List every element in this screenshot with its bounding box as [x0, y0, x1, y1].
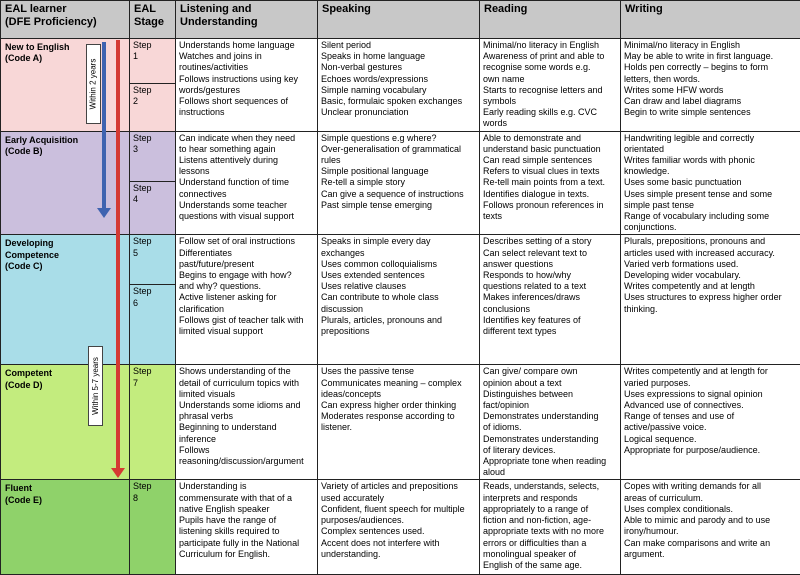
- cell-text-line: Confident, fluent speech for multiple: [321, 504, 476, 515]
- cell-text-line: Re-tell a simple story: [321, 177, 476, 188]
- cell-text-line: Able to demonstrate and: [483, 133, 617, 144]
- cell-text-line: reasoning/discussion/argument: [179, 456, 314, 467]
- cell-text-line: commensurate with that of a: [179, 493, 314, 504]
- cell-text-line: Uses relative clauses: [321, 281, 476, 292]
- cell-text-line: recognise some words e.g.: [483, 62, 617, 73]
- cell-text-line: knowledge.: [624, 166, 797, 177]
- listening-cell: [176, 39, 318, 132]
- cell-text-line: Appropriate tone when reading: [483, 456, 617, 467]
- cell-text-line: Writes competently and at length for: [624, 366, 797, 377]
- cell-text-line: monolingual speaker of: [483, 549, 617, 560]
- cell-text-line: Varied verb formations used.: [624, 259, 797, 270]
- cell-text-line: Can make comparisons and write an: [624, 538, 797, 549]
- step-cell: Step 3: [130, 131, 176, 182]
- reading-cell: [480, 235, 621, 365]
- cell-text-line: Identifies key features of: [483, 315, 617, 326]
- level-fluent: Fluent (Code E): [1, 480, 130, 575]
- cell-text-line: Follows: [179, 445, 314, 456]
- cell-text-line: Simple naming vocabulary: [321, 85, 476, 96]
- cell-text-line: purposes/audiences.: [321, 515, 476, 526]
- cell-text-line: lessons: [179, 166, 314, 177]
- cell-text-line: Can give/ compare own: [483, 366, 617, 377]
- cell-text-line: Begins to engage with how?: [179, 270, 314, 281]
- cell-text-line: Uses the passive tense: [321, 366, 476, 377]
- cell-text-line: understand basic punctuation: [483, 144, 617, 155]
- table-row: [1, 480, 800, 575]
- cell-text-line: active/passive voice.: [624, 422, 797, 433]
- cell-text-line: Writes some HFW words: [624, 85, 797, 96]
- cell-text-line: Range of tenses and use of: [624, 411, 797, 422]
- cell-text-line: phrasal verbs: [179, 411, 314, 422]
- cell-text-line: rules: [321, 155, 476, 166]
- cell-text-line: detail of curriculum topics with: [179, 378, 314, 389]
- cell-text-line: Holds pen correctly – begins to form: [624, 62, 797, 73]
- cell-text-line: Awareness of print and able to: [483, 51, 617, 62]
- cell-text-line: Over-generalisation of grammatical: [321, 144, 476, 155]
- cell-text-line: appropriate texts with no more: [483, 526, 617, 537]
- cell-text-line: interprets and responds: [483, 493, 617, 504]
- header-reading: Reading: [480, 1, 621, 39]
- cell-text-line: argument.: [624, 549, 797, 560]
- cell-text-line: Differentiates: [179, 248, 314, 259]
- cell-text-line: varied purposes.: [624, 378, 797, 389]
- cell-text-line: Beginning to understand: [179, 422, 314, 433]
- cell-text-line: Can indicate when they need: [179, 133, 314, 144]
- cell-text-line: areas of curriculum.: [624, 493, 797, 504]
- cell-text-line: Demonstrates understanding: [483, 434, 617, 445]
- cell-text-line: Refers to visual clues in texts: [483, 166, 617, 177]
- cell-text-line: conclusions: [483, 304, 617, 315]
- cell-text-line: to hear something again: [179, 144, 314, 155]
- cell-text-line: Minimal/no literacy in English: [483, 40, 617, 51]
- speaking-cell: [318, 39, 480, 132]
- cell-text-line: Listens attentively during: [179, 155, 314, 166]
- cell-text-line: thinking.: [624, 304, 797, 315]
- cell-text-line: Follow set of oral instructions: [179, 236, 314, 247]
- cell-text-line: own name: [483, 74, 617, 85]
- cell-text-line: Shows understanding of the: [179, 366, 314, 377]
- cell-text-line: Moderates response according to: [321, 411, 476, 422]
- red-arrow-shaft: [116, 40, 120, 472]
- cell-text-line: Follows instructions using key: [179, 74, 314, 85]
- cell-text-line: Past simple tense emerging: [321, 200, 476, 211]
- cell-text-line: listener.: [321, 422, 476, 433]
- writing-cell: [621, 39, 800, 132]
- cell-text-line: Describes setting of a story: [483, 236, 617, 247]
- cell-text-line: Copes with writing demands for all: [624, 481, 797, 492]
- cell-text-line: answer questions: [483, 259, 617, 270]
- cell-text-line: letters, then words.: [624, 74, 797, 85]
- cell-text-line: Demonstrates understanding: [483, 411, 617, 422]
- listening-cell: [176, 365, 318, 480]
- step-cell: Step 8: [130, 480, 176, 575]
- step-cell: Step 5: [130, 235, 176, 285]
- writing-cell: [621, 365, 800, 480]
- cell-text-line: words: [483, 118, 617, 129]
- speaking-cell: [318, 235, 480, 365]
- listening-cell: [176, 131, 318, 235]
- cell-text-line: Understands home language: [179, 40, 314, 51]
- table-row: [1, 235, 800, 285]
- cell-text-line: words/gestures: [179, 85, 314, 96]
- cell-text-line: Distinguishes between: [483, 389, 617, 400]
- cell-text-line: Basic, formulaic spoken exchanges: [321, 96, 476, 107]
- cell-text-line: limited visual support: [179, 326, 314, 337]
- cell-text-line: Echoes words/expressions: [321, 74, 476, 85]
- cell-text-line: aloud: [483, 467, 617, 478]
- header-row: [1, 1, 800, 39]
- writing-cell: [621, 131, 800, 235]
- cell-text-line: Unclear pronunciation: [321, 107, 476, 118]
- cell-text-line: Developing wider vocabulary.: [624, 270, 797, 281]
- cell-text-line: May be able to write in first language.: [624, 51, 797, 62]
- cell-text-line: errors or difficulties than a: [483, 538, 617, 549]
- cell-text-line: Complex sentences used.: [321, 526, 476, 537]
- cell-text-line: inference: [179, 434, 314, 445]
- cell-text-line: Starts to recognise letters and: [483, 85, 617, 96]
- within-5-7-years-label: Within 5-7 years: [88, 346, 103, 426]
- cell-text-line: Uses structures to express higher order: [624, 292, 797, 303]
- speaking-cell: [318, 131, 480, 235]
- cell-text-line: ideas/concepts: [321, 389, 476, 400]
- cell-text-line: routines/activities: [179, 62, 314, 73]
- cell-text-line: irony/humour.: [624, 526, 797, 537]
- cell-text-line: Uses complex conditionals.: [624, 504, 797, 515]
- cell-text-line: native English speaker: [179, 504, 314, 515]
- cell-text-line: Makes inferences/draws: [483, 292, 617, 303]
- cell-text-line: instructions: [179, 107, 314, 118]
- red-arrow-down-icon: [111, 468, 125, 478]
- cell-text-line: Uses extended sentences: [321, 270, 476, 281]
- cell-text-line: Can select relevant text to: [483, 248, 617, 259]
- listening-cell: [176, 480, 318, 575]
- cell-text-line: Understands some teacher: [179, 200, 314, 211]
- cell-text-line: past/future/present: [179, 259, 314, 270]
- cell-text-line: Can contribute to whole class: [321, 292, 476, 303]
- cell-text-line: Simple questions e.g where?: [321, 133, 476, 144]
- cell-text-line: appropriately to a range of: [483, 504, 617, 515]
- cell-text-line: Communicates meaning – complex: [321, 378, 476, 389]
- cell-text-line: Follows short sequences of: [179, 96, 314, 107]
- reading-cell: [480, 131, 621, 235]
- cell-text-line: symbols: [483, 96, 617, 107]
- cell-text-line: Responds to how/why: [483, 270, 617, 281]
- cell-text-line: Re-tell main points from a text.: [483, 177, 617, 188]
- cell-text-line: Curriculum for English.: [179, 549, 314, 560]
- cell-text-line: Accent does not interfere with: [321, 538, 476, 549]
- cell-text-line: English of the same age.: [483, 560, 617, 571]
- table-row: [1, 365, 800, 480]
- cell-text-line: conjunctions.: [624, 222, 797, 233]
- step-cell: Step 6: [130, 285, 176, 365]
- cell-text-line: and why? questions.: [179, 281, 314, 292]
- cell-text-line: Can give a sequence of instructions: [321, 189, 476, 200]
- cell-text-line: clarification: [179, 304, 314, 315]
- cell-text-line: Uses some basic punctuation: [624, 177, 797, 188]
- step-cell: Step 7: [130, 365, 176, 480]
- cell-text-line: Advanced use of connectives.: [624, 400, 797, 411]
- cell-text-line: simple past tense: [624, 200, 797, 211]
- cell-text-line: articles used with increased accuracy.: [624, 248, 797, 259]
- cell-text-line: Pupils have the range of: [179, 515, 314, 526]
- level-competent: Competent (Code D): [1, 365, 130, 480]
- cell-text-line: orientated: [624, 144, 797, 155]
- cell-text-line: Non-verbal gestures: [321, 62, 476, 73]
- table-row: [1, 39, 800, 84]
- cell-text-line: Can read simple sentences: [483, 155, 617, 166]
- reading-cell: [480, 480, 621, 575]
- cell-text-line: Appropriate for purpose/audience.: [624, 445, 797, 456]
- cell-text-line: Understanding is: [179, 481, 314, 492]
- level-developing-competence: Developing Competence (Code C): [1, 235, 130, 365]
- cell-text-line: texts: [483, 211, 617, 222]
- cell-text-line: of idioms.: [483, 422, 617, 433]
- cell-text-line: Identifies dialogue in texts.: [483, 189, 617, 200]
- cell-text-line: Writes familiar words with phonic: [624, 155, 797, 166]
- reading-cell: [480, 39, 621, 132]
- cell-text-line: Uses expressions to signal opinion: [624, 389, 797, 400]
- cell-text-line: of literary devices.: [483, 445, 617, 456]
- cell-text-line: Writes competently and at length: [624, 281, 797, 292]
- cell-text-line: Plurals, articles, pronouns and: [321, 315, 476, 326]
- cell-text-line: Variety of articles and prepositions: [321, 481, 476, 492]
- header-writing: Writing: [621, 1, 800, 39]
- cell-text-line: Understands some idioms and: [179, 400, 314, 411]
- step-cell: Step 2: [130, 84, 176, 131]
- cell-text-line: exchanges: [321, 248, 476, 259]
- writing-cell: [621, 235, 800, 365]
- cell-text-line: Watches and joins in: [179, 51, 314, 62]
- cell-text-line: Can draw and label diagrams: [624, 96, 797, 107]
- cell-text-line: Simple positional language: [321, 166, 476, 177]
- cell-text-line: prepositions: [321, 326, 476, 337]
- cell-text-line: fact/opinion: [483, 400, 617, 411]
- cell-text-line: different text types: [483, 326, 617, 337]
- writing-cell: [621, 480, 800, 575]
- speaking-cell: [318, 365, 480, 480]
- cell-text-line: connectives: [179, 189, 314, 200]
- cell-text-line: questions with visual support: [179, 211, 314, 222]
- header-stage: EAL Stage: [130, 1, 176, 39]
- reading-cell: [480, 365, 621, 480]
- blue-arrow-shaft: [102, 42, 106, 212]
- cell-text-line: fiction and non-fiction, age-: [483, 515, 617, 526]
- cell-text-line: Handwriting legible and correctly: [624, 133, 797, 144]
- step-cell: Step 1: [130, 39, 176, 84]
- cell-text-line: Uses simple present tense and some: [624, 189, 797, 200]
- cell-text-line: Range of vocabulary including some: [624, 211, 797, 222]
- cell-text-line: Follows pronoun references in: [483, 200, 617, 211]
- cell-text-line: understanding.: [321, 549, 476, 560]
- cell-text-line: Follows gist of teacher talk with: [179, 315, 314, 326]
- within-2-years-label: Within 2 years: [86, 44, 101, 124]
- cell-text-line: Speaks in simple every day: [321, 236, 476, 247]
- level-new-to-english: New to English (Code A): [1, 39, 130, 132]
- cell-text-line: Minimal/no literacy in English: [624, 40, 797, 51]
- cell-text-line: discussion: [321, 304, 476, 315]
- cell-text-line: Begin to write simple sentences: [624, 107, 797, 118]
- cell-text-line: Active listener asking for: [179, 292, 314, 303]
- cell-text-line: Speaks in home language: [321, 51, 476, 62]
- cell-text-line: listening skills required to: [179, 526, 314, 537]
- cell-text-line: Logical sequence.: [624, 434, 797, 445]
- cell-text-line: Understand function of time: [179, 177, 314, 188]
- header-listening: Listening and Understanding: [176, 1, 318, 39]
- cell-text-line: Uses common colloquialisms: [321, 259, 476, 270]
- cell-text-line: Reads, understands, selects,: [483, 481, 617, 492]
- cell-text-line: Early reading skills e.g. CVC: [483, 107, 617, 118]
- header-speaking: Speaking: [318, 1, 480, 39]
- step-cell: Step 4: [130, 182, 176, 235]
- cell-text-line: limited visuals: [179, 389, 314, 400]
- cell-text-line: opinion about a text: [483, 378, 617, 389]
- cell-text-line: participate fully in the National: [179, 538, 314, 549]
- table-row: [1, 131, 800, 182]
- speaking-cell: [318, 480, 480, 575]
- blue-arrow-down-icon: [97, 208, 111, 218]
- cell-text-line: questions related to a text: [483, 281, 617, 292]
- header-learner: EAL learner (DFE Proficiency): [1, 1, 130, 39]
- listening-cell: [176, 235, 318, 365]
- cell-text-line: Plurals, prepositions, pronouns and: [624, 236, 797, 247]
- cell-text-line: Able to mimic and parody and to use: [624, 515, 797, 526]
- cell-text-line: Silent period: [321, 40, 476, 51]
- level-early-acquisition: Early Acquisition (Code B): [1, 131, 130, 235]
- cell-text-line: used accurately: [321, 493, 476, 504]
- cell-text-line: Can express higher order thinking: [321, 400, 476, 411]
